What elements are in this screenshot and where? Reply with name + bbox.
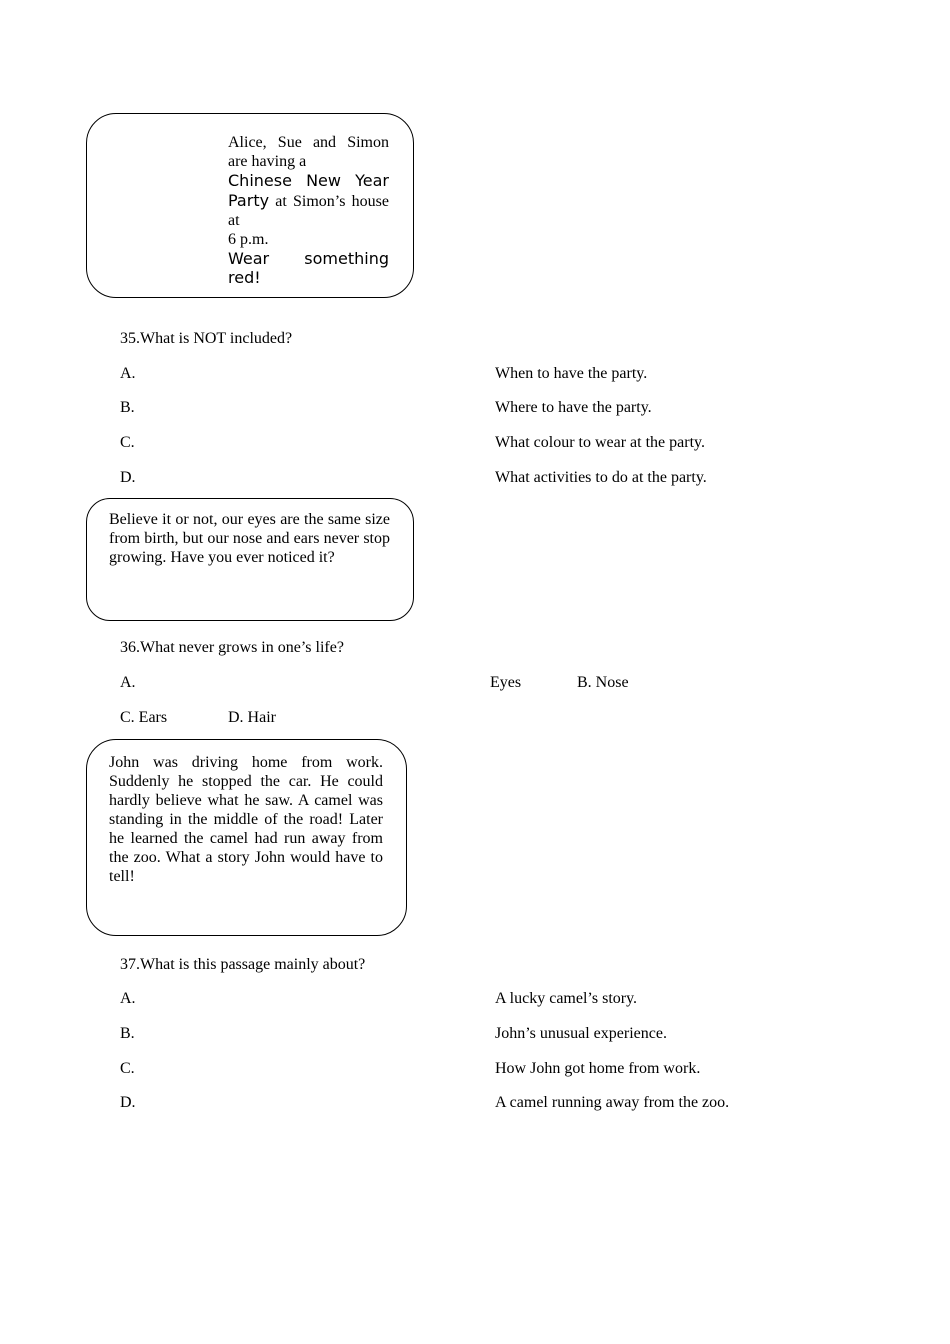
q35-option-d-text: What activities to do at the party. — [495, 469, 707, 486]
passage-2-text: Believe it or not, our eyes are the same size from birth, but our nose and ears never stop growing. Have you ever noticed it? — [109, 511, 390, 566]
q37-option-c-text: How John got home from work. — [495, 1060, 701, 1077]
passage-1-text — [228, 133, 389, 287]
q36-option-a-letter[interactable]: A. — [120, 674, 136, 691]
question-36-stem: 36.What never grows in one’s life? — [120, 639, 344, 656]
passage-1-dress-code: Wear something red! — [228, 249, 389, 287]
q37-option-a-letter[interactable]: A. — [120, 990, 136, 1007]
q35-option-c-text: What colour to wear at the party. — [495, 434, 705, 451]
passage-1-line-1: Alice, Sue and Simon are having a — [228, 134, 389, 170]
q37-option-d-letter[interactable]: D. — [120, 1094, 136, 1111]
passage-1-time: 6 p.m. — [228, 231, 269, 248]
q35-option-d-letter[interactable]: D. — [120, 469, 136, 486]
passage-3-text: John was driving home from work. Suddenly he stopped the car. He could hardly believe what he saw. A camel was standing in the middle of the road! Later he learned the camel had run away from the zoo. What a story John would have to tell! — [109, 754, 383, 885]
q35-option-c-letter[interactable]: C. — [120, 434, 135, 451]
q35-option-a-text: When to have the party. — [495, 365, 648, 382]
q36-option-a-text: Eyes — [490, 674, 522, 691]
passage-1-line-2 — [228, 171, 389, 230]
q37-option-d-text: A camel running away from the zoo. — [495, 1094, 730, 1111]
party-name: Chinese New Year Party — [228, 171, 389, 210]
q37-option-c-letter[interactable]: C. — [120, 1060, 135, 1077]
q35-option-b-letter[interactable]: B. — [120, 399, 135, 416]
question-37-stem: 37.What is this passage mainly about? — [120, 956, 366, 973]
q36-option-c[interactable]: C. Ears — [120, 709, 168, 726]
question-35-stem: 35.What is NOT included? — [120, 330, 293, 347]
q37-option-b-text: John’s unusual experience. — [495, 1025, 667, 1042]
q35-option-a-letter[interactable]: A. — [120, 365, 136, 382]
q35-option-b-text: Where to have the party. — [495, 399, 652, 416]
q37-option-a-text: A lucky camel’s story. — [495, 990, 638, 1007]
q37-option-b-letter[interactable]: B. — [120, 1025, 135, 1042]
party-location: at Simon’s house at — [228, 193, 389, 229]
q36-option-b[interactable]: B. Nose — [577, 674, 629, 691]
q36-option-d[interactable]: D. Hair — [228, 709, 276, 726]
